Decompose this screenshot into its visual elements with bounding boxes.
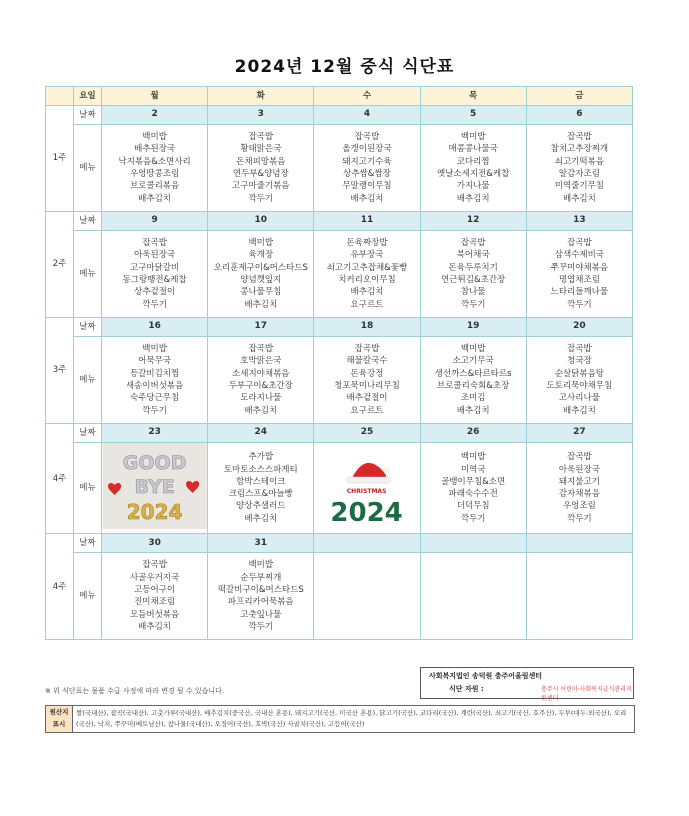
menu-item: 잡곡밥 (142, 238, 167, 249)
menu-cell (102, 231, 208, 318)
date-cell: 31 (208, 534, 314, 553)
date-cell (420, 534, 526, 553)
menu-item: 배추김치 (244, 405, 278, 416)
menu-item: 쇠고기떡볶음 (554, 156, 605, 167)
date-cell: 30 (102, 534, 208, 553)
goodbye-line1: GOOD (122, 452, 187, 474)
menu-item: 명엽채조림 (558, 275, 600, 285)
date-cell: 25 (314, 424, 420, 443)
date-cell: 9 (102, 212, 208, 231)
menu-cell (208, 443, 314, 534)
christmas-image-cell (314, 443, 420, 534)
menu-item: 백미밥 (248, 560, 274, 571)
menu-item: 아욱된장국 (558, 464, 600, 475)
menu-item: 양상추샐러드 (236, 501, 286, 512)
date-cell: 23 (102, 424, 208, 443)
menu-label: 메뉴 (74, 125, 102, 212)
menu-item: 삼색수제비국 (554, 250, 605, 261)
menu-item: 백미밥 (460, 132, 486, 143)
menu-label: 메뉴 (74, 443, 102, 534)
menu-item: 고구마줄기볶음 (232, 181, 290, 192)
menu-item: 배추김치 (350, 193, 384, 204)
menu-item: 참나물 (460, 287, 486, 298)
menu-item: 깍두기 (460, 513, 486, 524)
menu-item: 무말랭이무침 (342, 181, 392, 192)
menu-cell (102, 125, 208, 212)
menu-item: 브로콜리볶음 (129, 181, 180, 192)
date-cell: 10 (208, 212, 314, 231)
week-label: 2주 (46, 212, 74, 318)
date-label: 날짜 (74, 212, 102, 231)
day-header: 목 (420, 87, 526, 106)
menu-item: 청국장 (567, 356, 592, 367)
menu-label: 메뉴 (74, 337, 102, 424)
menu-item: 가지나물 (456, 181, 490, 192)
menu-cell (420, 337, 526, 424)
supplier-name: 사회복지법인 송덕원 충주어울림센터 (429, 672, 543, 680)
menu-item: 배추김치 (350, 287, 384, 298)
menu-item: 잡곡밥 (354, 344, 380, 355)
menu-item: 황태맑은국 (240, 144, 282, 155)
date-row (46, 106, 633, 125)
goodbye-line2: BYE (134, 476, 175, 498)
menu-row (46, 337, 633, 424)
menu-item: 잡곡밥 (460, 238, 486, 249)
menu-item: 동그랑땡전&케찹 (122, 275, 187, 285)
menu-cell (420, 553, 526, 640)
date-cell: 6 (526, 106, 632, 125)
menu-item: 배추김치 (562, 405, 596, 416)
date-cell: 4 (314, 106, 420, 125)
menu-item: 미역국 (460, 464, 486, 475)
menu-item: 미역줄기무침 (554, 181, 605, 192)
menu-item: 브로콜리숙회&초장 (436, 381, 510, 391)
menu-item: 토마토소스스파게티 (223, 464, 298, 475)
menu-item: 돈육짜장밥 (346, 238, 388, 249)
christmas-year: 2024 (330, 498, 404, 528)
menu-cell (314, 125, 420, 212)
menu-cell (526, 125, 632, 212)
menu-item: 연근튀김&초간장 (441, 275, 506, 285)
menu-item: 잡곡밥 (567, 238, 592, 249)
date-label: 날짜 (74, 106, 102, 125)
menu-item: 배추김치 (138, 621, 172, 632)
menu-item: 알감자조림 (558, 169, 600, 179)
menu-item: 느타리들깨나물 (550, 287, 609, 298)
menu-cell (420, 231, 526, 318)
date-row (46, 424, 633, 443)
menu-item: 고등어구이 (134, 585, 176, 595)
menu-item: 돼지고기수육 (342, 156, 392, 167)
week-label: 3주 (46, 318, 74, 424)
menu-cell (526, 553, 632, 640)
date-cell: 11 (314, 212, 420, 231)
menu-item: 잡곡밥 (248, 132, 274, 143)
menu-item: 소세지야채볶음 (232, 368, 290, 379)
menu-item: 육개장 (248, 250, 274, 261)
date-label: 날짜 (74, 424, 102, 443)
date-cell: 26 (420, 424, 526, 443)
menu-cell (526, 443, 632, 534)
menu-item: 북어채국 (456, 250, 490, 261)
menu-item: 파래숙수수전 (448, 489, 498, 500)
menu-item: 잡곡밥 (354, 132, 380, 143)
date-row (46, 212, 633, 231)
day-header: 화 (208, 87, 314, 106)
menu-item: 깍두기 (248, 621, 274, 632)
date-cell: 27 (526, 424, 632, 443)
menu-cell (208, 231, 314, 318)
menu-cell (314, 231, 420, 318)
menu-item: 백미밥 (142, 132, 167, 143)
menu-item: 잡곡밥 (248, 344, 274, 355)
origin-label: 원산지 표시 (46, 706, 73, 732)
menu-item: 돈채피망볶음 (236, 156, 286, 167)
menu-cell (526, 231, 632, 318)
date-cell: 20 (526, 318, 632, 337)
menu-item: 잡곡밥 (142, 560, 167, 571)
menu-cell (314, 553, 420, 640)
menu-item: 낙지볶음&소면사리 (118, 156, 191, 167)
menu-item: 코다리찜 (456, 156, 490, 167)
menu-item: 고구마닭갈비 (129, 262, 180, 273)
menu-item: 파프리카어묵볶음 (227, 597, 294, 608)
menu-table (45, 86, 633, 640)
menu-item: 조미김 (460, 393, 486, 404)
day-header: 월 (102, 87, 208, 106)
date-cell: 2 (102, 106, 208, 125)
menu-item: 사골우거지국 (129, 572, 180, 583)
header-spacer (46, 87, 74, 106)
menu-item: 감자채볶음 (558, 489, 600, 500)
menu-item: 깍두기 (248, 193, 274, 204)
menu-item: 도토리묵야채무침 (546, 381, 613, 391)
page-title: 2024년 12월 중식 식단표 (234, 57, 455, 77)
menu-cell (314, 337, 420, 424)
week-label: 4주 (46, 534, 74, 640)
date-label: 날짜 (74, 534, 102, 553)
menu-item: 아욱된장국 (134, 250, 176, 261)
menu-item: 소고기무국 (452, 356, 494, 367)
notice-text: ※ 위 식단표는 물품 수급 사정에 따라 변경 될 수 있습니다. (45, 687, 225, 695)
menu-item: 상추겉절이 (134, 287, 176, 298)
menu-item: 돈육두루치기 (448, 262, 498, 273)
menu-item: 우엉땅콩조림 (129, 169, 180, 179)
date-cell: 5 (420, 106, 526, 125)
day-label: 요일 (74, 87, 102, 106)
menu-item: 배추김치 (562, 193, 596, 204)
menu-item: 더덕무침 (456, 501, 490, 512)
menu-item: 백미밥 (142, 344, 167, 355)
menu-item: 고춧잎나물 (240, 609, 282, 620)
week-label: 1주 (46, 106, 74, 212)
christmas-banner: CHRISTMAS (347, 488, 387, 495)
goodbye-year: 2024 (126, 500, 183, 524)
menu-cell (208, 337, 314, 424)
menu-cell (102, 337, 208, 424)
menu-item: 진미채조림 (134, 597, 176, 608)
menu-cell (526, 337, 632, 424)
date-cell: 12 (420, 212, 526, 231)
menu-item: 배추김치 (244, 299, 278, 310)
menu-item: 백미밥 (460, 344, 486, 355)
goodbye-2024-image (102, 443, 207, 529)
date-cell: 24 (208, 424, 314, 443)
menu-item: 순두부찌개 (240, 572, 282, 583)
menu-cell (208, 553, 314, 640)
date-cell: 3 (208, 106, 314, 125)
date-cell: 18 (314, 318, 420, 337)
menu-cell (420, 443, 526, 534)
menu-item: 추가밥 (248, 452, 274, 463)
menu-item: 콩나물무침 (240, 287, 282, 298)
menu-item: 잡곡밥 (567, 344, 592, 355)
date-cell: 16 (102, 318, 208, 337)
menu-cell (208, 125, 314, 212)
week-label: 4주 (46, 424, 74, 534)
menu-item: 잡곡밥 (567, 452, 592, 463)
menu-item: 연두부&양념장 (232, 169, 289, 179)
menu-item: 배추김치 (244, 513, 278, 524)
menu-item: 생선까스&타르타르s (434, 368, 512, 379)
menu-item: 올갱이된장국 (342, 144, 392, 155)
menu-item: 떡갈비구이&머스타드S (217, 585, 304, 595)
menu-label: 메뉴 (74, 231, 102, 318)
date-row (46, 534, 633, 553)
menu-item: 옛날소세지전&케찹 (436, 169, 510, 179)
menu-item: 양념깻잎지 (240, 275, 282, 285)
menu-item: 쭈꾸미야채볶음 (550, 262, 609, 273)
menu-item: 호박맑은국 (240, 356, 282, 367)
menu-item: 잡곡밥 (567, 132, 592, 143)
goodbye-image-cell (102, 443, 208, 534)
date-cell: 19 (420, 318, 526, 337)
menu-item: 참치고추장찌개 (550, 144, 609, 155)
menu-item: 함박스테이크 (236, 476, 286, 487)
christmas-2024-image (314, 443, 419, 529)
menu-item: 요구르트 (350, 299, 384, 310)
date-cell (314, 534, 420, 553)
menu-item: 고사리나물 (558, 393, 600, 404)
menu-item: 깍두기 (142, 405, 167, 416)
menu-row (46, 553, 633, 640)
supplier-source-label: 식단 자원 : (449, 685, 484, 693)
header-row (46, 87, 633, 106)
day-header: 금 (526, 87, 632, 106)
menu-item: 해물칼국수 (346, 356, 388, 367)
menu-item: 배추김치 (456, 405, 490, 416)
menu-cell (420, 125, 526, 212)
menu-item: 숙주당근무침 (129, 393, 180, 404)
date-cell: 17 (208, 318, 314, 337)
menu-item: 어묵무국 (138, 356, 172, 367)
menu-item: 배추된장국 (134, 144, 176, 155)
menu-item: 오리훈제구이&머스타드S (213, 262, 308, 273)
menu-item: 돼지불고기 (558, 476, 600, 487)
menu-item: 새송이버섯볶음 (125, 381, 184, 391)
supplier-box (420, 667, 634, 702)
origin-box (45, 705, 635, 733)
menu-item: 유부장국 (350, 250, 384, 261)
menu-item: 두부구이&초간장 (228, 381, 293, 391)
date-cell (526, 534, 632, 553)
menu-item: 깍두기 (460, 299, 486, 310)
menu-item: 배추김치 (138, 193, 172, 204)
menu-item: 돈육강정 (350, 368, 384, 379)
date-row (46, 318, 633, 337)
menu-label: 메뉴 (74, 553, 102, 640)
menu-item: 등갈비김치찜 (129, 368, 180, 379)
supplier-center: 충주시 어린이·사회복지급식관리지원센터 (541, 686, 632, 702)
menu-item: 요구르트 (350, 405, 384, 416)
menu-item: 깍두기 (567, 299, 592, 310)
date-label: 날짜 (74, 318, 102, 337)
day-header: 수 (314, 87, 420, 106)
menu-item: 도라지나물 (240, 393, 282, 404)
menu-row (46, 443, 633, 534)
origin-text: 쌀(국내산), 잡곡(국내산), 고춧가루(국내산), 배추김치(중국산, 국내산 혼용), 돼지고기(국산, 미국산 혼용), 닭고기(국산), 코다리(국산), 계란(국산), 쇠고기(국산, 호주산), 두부(대두:외국산), 오리(국산), 낙지, 쭈꾸미(베트남산), 참나물(국내산), 오징어(국산), 호박(국산) 사골치(국산), 고등어(국산) (76, 709, 627, 728)
menu-item: 상추쌈&쌈장 (343, 169, 391, 179)
menu-item: 쇠고기고추잡채&꽃빵 (326, 262, 408, 273)
menu-item: 배추겉절이 (346, 393, 388, 404)
menu-item: 깍두기 (567, 513, 592, 524)
menu-item: 순살닭볶음탕 (554, 368, 605, 379)
menu-row (46, 231, 633, 318)
menu-item: 매콤콩나물국 (448, 144, 498, 155)
menu-item: 우엉조림 (562, 501, 596, 512)
menu-item: 배추김치 (456, 193, 490, 204)
menu-item: 모듬버섯볶음 (129, 609, 180, 620)
menu-item: 치커리오이무침 (338, 275, 396, 285)
menu-item: 백미밥 (460, 452, 486, 463)
menu-item: 깍두기 (142, 299, 167, 310)
menu-item: 크림스프&마늘빵 (228, 489, 293, 500)
menu-item: 청포묵미나리무침 (334, 381, 400, 391)
menu-item: 골뱅이무침&소면 (441, 476, 506, 487)
date-cell: 13 (526, 212, 632, 231)
menu-cell (102, 553, 208, 640)
menu-row (46, 125, 633, 212)
menu-item: 백미밥 (248, 238, 274, 249)
